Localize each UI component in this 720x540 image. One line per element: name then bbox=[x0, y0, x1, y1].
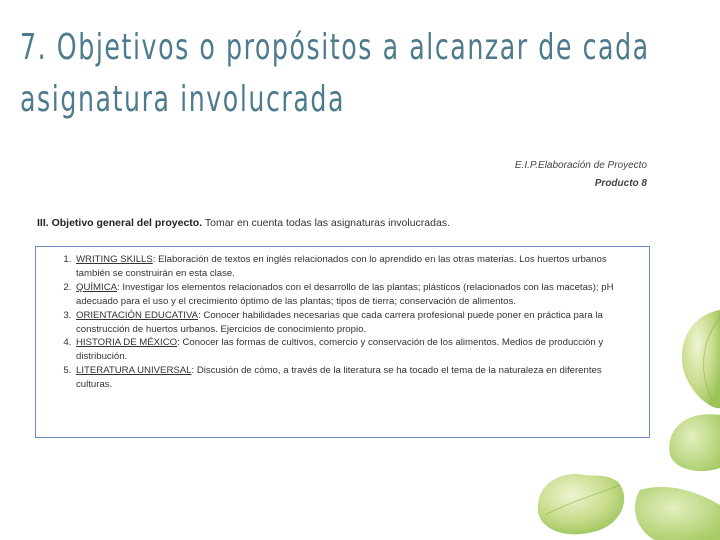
slide-title-line-2: asignatura involucrada bbox=[20, 79, 346, 120]
reference-project: E.I.P.Elaboración de Proyecto bbox=[514, 160, 647, 171]
slide-title-line-1: 7. Objetivos o propósitos a alcanzar de cada bbox=[20, 27, 650, 68]
subject-name: HISTORIA DE MÉXICO bbox=[76, 337, 178, 349]
leaf-icon bbox=[682, 310, 720, 408]
subject-description: : Conocer habilidades necesarias que cada carrera profesional puede poner en práctica para la construcción de huertos urbanos. Ejercicios de conocimiento propio. bbox=[76, 309, 603, 335]
subject-description: : Investigar los elementos relacionados con el desarrollo de las plantas; plásticos (relacionados con las macetas); pH adecuado para el uso y el crecimiento óptimo de las plantas; tipos de tierra; conservación de alimentos. bbox=[76, 281, 614, 307]
objective-statement bbox=[37, 217, 450, 229]
leaf-icon bbox=[538, 474, 624, 534]
reference-product: Producto 8 bbox=[594, 178, 647, 189]
leaves-decoration bbox=[490, 290, 720, 540]
subject-description: : Elaboración de textos en inglés relacionados con lo aprendido en las otras materias. Los huertos urbanos también se construirán en esta clase. bbox=[76, 254, 607, 279]
slide-title bbox=[20, 22, 650, 126]
leaf-icon bbox=[635, 487, 720, 540]
subject-name: QUÍMICA bbox=[76, 281, 118, 293]
objective-text: Tomar en cuenta todas las asignaturas involucradas. bbox=[202, 217, 450, 229]
subject-name: LITERATURA UNIVERSAL bbox=[76, 365, 192, 377]
list-item bbox=[74, 253, 637, 281]
subject-description: : Conocer las formas de cultivos, comercio y conservación de los alimentos. Medios de producción y distribución. bbox=[76, 337, 604, 363]
subject-description: : Discusión de cómo, a través de la literatura se ha tocado el tema de la naturaleza en diferentes culturas. bbox=[76, 365, 602, 391]
subject-name: ORIENTACIÓN EDUCATIVA bbox=[76, 309, 199, 321]
leaf-icon bbox=[669, 414, 720, 471]
objective-label: III. Objetivo general del proyecto. bbox=[37, 217, 203, 229]
subject-name: WRITING SKILLS bbox=[76, 254, 153, 265]
